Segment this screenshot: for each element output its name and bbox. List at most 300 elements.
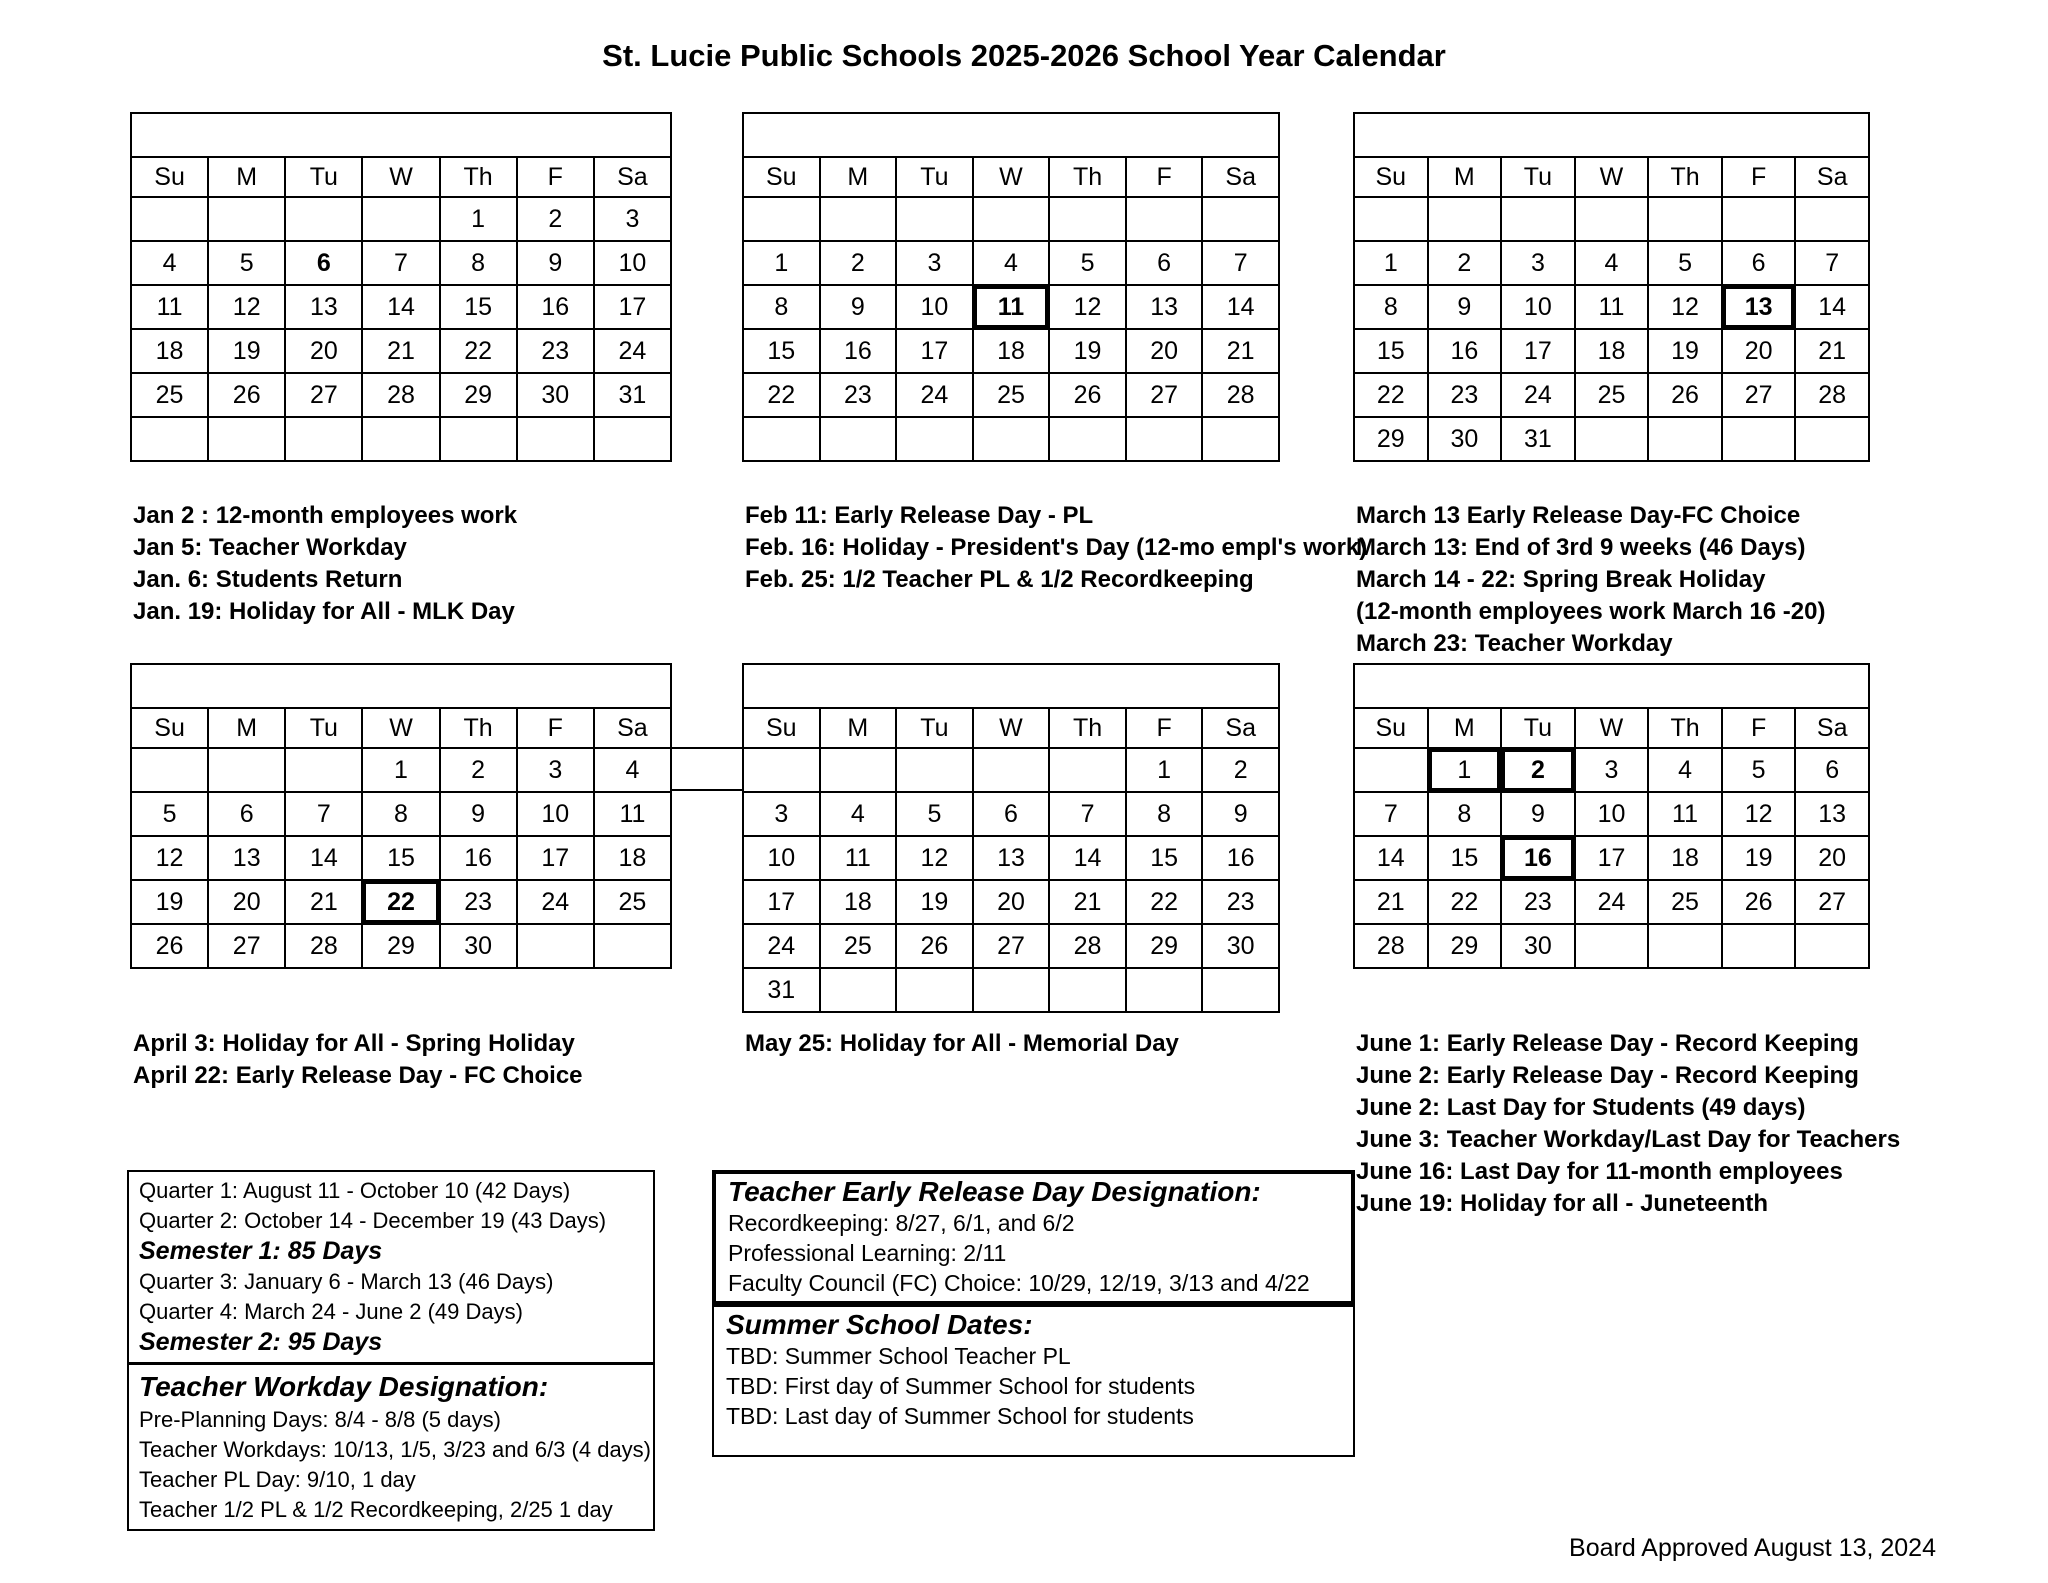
day-cell: 11 <box>131 285 208 329</box>
day-cell: 5 <box>1722 748 1796 792</box>
day-cell: 27 <box>285 373 362 417</box>
day-cell: 28 <box>1049 924 1126 968</box>
day-cell: 29 <box>440 373 517 417</box>
early-release-designation-box <box>712 1170 1355 1305</box>
empty-cell <box>362 197 439 241</box>
day-cell: 22 <box>1354 373 1428 417</box>
empty-cell <box>1575 417 1649 461</box>
empty-cell <box>594 924 671 968</box>
day-cell: 11 <box>594 792 671 836</box>
month-header-april <box>131 664 671 708</box>
weekday-header: Su <box>1354 708 1428 748</box>
weekday-header: M <box>1428 708 1502 748</box>
calendar-note: April 22: Early Release Day - FC Choice <box>133 1062 583 1089</box>
day-cell: 10 <box>1501 285 1575 329</box>
notes-march <box>1356 500 1825 660</box>
empty-cell <box>973 748 1050 792</box>
calendar-note: March 14 - 22: Spring Break Holiday <box>1356 566 1766 593</box>
page-title: St. Lucie Public Schools 2025-2026 School Year Calendar <box>602 38 1446 73</box>
month-title: February, 2026 <box>756 119 945 150</box>
day-cell: 6 <box>973 792 1050 836</box>
day-cell: 25 <box>1575 373 1649 417</box>
day-cell: 13 <box>1722 285 1796 329</box>
day-cell: 21 <box>1049 880 1126 924</box>
empty-cell <box>362 417 439 461</box>
empty-cell <box>896 197 973 241</box>
weekday-header: Su <box>131 157 208 197</box>
weekday-header: Tu <box>1501 708 1575 748</box>
notes-february <box>745 500 1367 596</box>
day-cell: 25 <box>594 880 671 924</box>
day-cell: 16 <box>1501 836 1575 880</box>
day-cell: 30 <box>1501 924 1575 968</box>
weekday-header: Tu <box>896 708 973 748</box>
day-cell: 5 <box>208 241 285 285</box>
empty-cell <box>131 748 208 792</box>
day-cell: 17 <box>1501 329 1575 373</box>
day-cell: 24 <box>1575 880 1649 924</box>
day-cell: 20 <box>285 329 362 373</box>
day-cell: 15 <box>362 836 439 880</box>
day-cell: 31 <box>743 968 820 1012</box>
month-block-april <box>130 663 672 969</box>
day-cell: 15 <box>743 329 820 373</box>
day-cell: 24 <box>1501 373 1575 417</box>
day-cell: 4 <box>1575 241 1649 285</box>
day-cell: 24 <box>517 880 594 924</box>
absent-cell <box>1202 968 1279 1012</box>
weekday-header: W <box>362 708 439 748</box>
info-line: Quarter 1: August 11 - October 10 (42 Days) <box>139 1178 571 1203</box>
info-line: Quarter 4: March 24 - June 2 (49 Days) <box>139 1299 523 1324</box>
month-header-june <box>1354 664 1869 708</box>
day-cell: 3 <box>594 197 671 241</box>
day-cell: 4 <box>820 792 897 836</box>
absent-cell <box>896 968 973 1012</box>
calendar-note: Jan. 6: Students Return <box>133 566 403 593</box>
notes-june <box>1356 1028 1900 1220</box>
calendar-note: Jan 5: Teacher Workday <box>133 534 407 561</box>
day-cell: 12 <box>1648 285 1722 329</box>
weekday-header: F <box>1126 708 1203 748</box>
day-cell: 30 <box>517 373 594 417</box>
day-cell: 23 <box>820 373 897 417</box>
month-block-may <box>742 663 1280 1013</box>
empty-cell <box>820 417 897 461</box>
day-cell: 21 <box>1202 329 1279 373</box>
day-cell: 13 <box>285 285 362 329</box>
day-cell: 11 <box>973 285 1050 329</box>
month-title: March, 2026 <box>1367 119 1522 150</box>
day-cell: 29 <box>1126 924 1203 968</box>
day-cell: 22 <box>440 329 517 373</box>
day-cell: 25 <box>1648 880 1722 924</box>
day-cell: 3 <box>517 748 594 792</box>
info-line: Quarter 2: October 14 - December 19 (43 Days) <box>139 1208 607 1233</box>
day-cell: 20 <box>1795 836 1869 880</box>
weekday-header: Sa <box>594 157 671 197</box>
calendar-table-february <box>742 112 1280 462</box>
calendar-note: June 19: Holiday for all - Juneteenth <box>1356 1190 1769 1217</box>
day-cell: 7 <box>362 241 439 285</box>
month-title: January, 2026 <box>144 119 321 150</box>
day-cell: 16 <box>1428 329 1502 373</box>
empty-cell <box>1126 417 1203 461</box>
empty-cell <box>1126 197 1203 241</box>
empty-cell <box>285 417 362 461</box>
info-line: TBD: Last day of Summer School for students <box>726 1403 1194 1429</box>
month-workday-count: 16 <box>1830 121 1856 148</box>
month-block-february <box>742 112 1280 462</box>
day-cell: 6 <box>1722 241 1796 285</box>
day-cell: 23 <box>440 880 517 924</box>
day-cell: 10 <box>517 792 594 836</box>
day-cell: 7 <box>1202 241 1279 285</box>
day-cell: 27 <box>1795 880 1869 924</box>
day-cell: 8 <box>1428 792 1502 836</box>
month-title: April, 2026 <box>144 670 281 701</box>
day-cell: 21 <box>285 880 362 924</box>
weekday-header: F <box>1722 708 1796 748</box>
day-cell: 17 <box>594 285 671 329</box>
day-cell: 20 <box>1722 329 1796 373</box>
day-cell: 25 <box>973 373 1050 417</box>
day-cell: 16 <box>820 329 897 373</box>
empty-cell <box>896 417 973 461</box>
day-cell: 11 <box>820 836 897 880</box>
day-cell: 26 <box>131 924 208 968</box>
day-cell: 26 <box>896 924 973 968</box>
day-cell: 10 <box>1575 792 1649 836</box>
month-header-may <box>743 664 1279 708</box>
day-cell: 13 <box>1126 285 1203 329</box>
empty-cell <box>285 748 362 792</box>
day-cell: 23 <box>517 329 594 373</box>
calendar-note: Jan. 19: Holiday for All - MLK Day <box>133 598 515 625</box>
info-line: Semester 2: 95 Days <box>139 1328 383 1356</box>
weekday-header: Sa <box>1795 708 1869 748</box>
calendar-note: June 1: Early Release Day - Record Keeping <box>1356 1030 1859 1057</box>
day-cell: 4 <box>594 748 671 792</box>
day-cell: 26 <box>1648 373 1722 417</box>
weekday-header: F <box>517 708 594 748</box>
empty-cell <box>1428 197 1502 241</box>
day-cell: 18 <box>131 329 208 373</box>
day-cell: 1 <box>362 748 439 792</box>
calendar-note: Jan 2 : 12-month employees work <box>133 502 518 529</box>
day-cell: 19 <box>1049 329 1126 373</box>
day-cell: 14 <box>1354 836 1428 880</box>
day-cell: 5 <box>1049 241 1126 285</box>
day-cell: 19 <box>1722 836 1796 880</box>
day-cell: 26 <box>208 373 285 417</box>
weekday-header: W <box>362 157 439 197</box>
day-cell: 9 <box>517 241 594 285</box>
weekday-header: Th <box>1648 157 1722 197</box>
day-cell: 27 <box>208 924 285 968</box>
day-cell: 6 <box>1795 748 1869 792</box>
day-cell: 21 <box>1354 880 1428 924</box>
day-cell: 4 <box>1648 748 1722 792</box>
day-cell: 9 <box>440 792 517 836</box>
weekday-header: Th <box>1648 708 1722 748</box>
weekday-header: Tu <box>285 157 362 197</box>
weekday-header: Sa <box>1202 157 1279 197</box>
day-cell: 12 <box>208 285 285 329</box>
day-cell: 10 <box>896 285 973 329</box>
day-cell: 3 <box>743 792 820 836</box>
weekday-header: Th <box>1049 708 1126 748</box>
month-header-march <box>1354 113 1869 157</box>
calendar-table-march <box>1353 112 1870 462</box>
empty-cell <box>285 197 362 241</box>
day-cell: 28 <box>1354 924 1428 968</box>
day-cell: 30 <box>1428 417 1502 461</box>
day-cell: 18 <box>1575 329 1649 373</box>
month-block-june <box>1353 663 1870 969</box>
calendar-note: March 13: End of 3rd 9 weeks (46 Days) <box>1356 534 1806 561</box>
month-workday-count: 18 <box>632 121 658 148</box>
info-line: Teacher 1/2 PL & 1/2 Recordkeeping, 2/25 1 day <box>139 1497 613 1522</box>
day-cell: 7 <box>1049 792 1126 836</box>
day-cell: 5 <box>1648 241 1722 285</box>
day-cell: 17 <box>743 880 820 924</box>
info-line: TBD: Summer School Teacher PL <box>726 1343 1071 1369</box>
empty-cell <box>743 748 820 792</box>
weekday-header: Sa <box>594 708 671 748</box>
day-cell: 30 <box>1202 924 1279 968</box>
calendar-note: June 2: Last Day for Students (49 days) <box>1356 1094 1806 1121</box>
weekday-header: Su <box>743 708 820 748</box>
day-cell: 29 <box>1428 924 1502 968</box>
day-cell: 5 <box>896 792 973 836</box>
day-cell: 21 <box>362 329 439 373</box>
day-cell: 2 <box>517 197 594 241</box>
day-cell: 1 <box>1126 748 1203 792</box>
day-cell: 10 <box>594 241 671 285</box>
day-cell: 15 <box>1126 836 1203 880</box>
day-cell: 27 <box>1126 373 1203 417</box>
day-cell: 31 <box>1501 417 1575 461</box>
month-workday-count: 18 <box>1240 121 1266 148</box>
day-cell: 3 <box>896 241 973 285</box>
empty-cell <box>1795 924 1869 968</box>
info-line: Semester 1: 85 Days <box>139 1237 383 1265</box>
weekday-header: M <box>208 157 285 197</box>
empty-cell <box>208 197 285 241</box>
day-cell: 30 <box>440 924 517 968</box>
weekday-header: M <box>820 157 897 197</box>
empty-cell <box>517 924 594 968</box>
month-title: June, 2026 <box>1367 670 1506 701</box>
absent-cell <box>1049 968 1126 1012</box>
day-cell: 14 <box>1049 836 1126 880</box>
day-cell: 6 <box>208 792 285 836</box>
day-cell: 9 <box>1501 792 1575 836</box>
day-cell: 19 <box>896 880 973 924</box>
calendar-note: May 25: Holiday for All - Memorial Day <box>745 1030 1179 1057</box>
quarters-and-workday-box <box>127 1170 655 1531</box>
day-cell: 9 <box>820 285 897 329</box>
day-cell: 9 <box>1202 792 1279 836</box>
day-cell: 16 <box>440 836 517 880</box>
day-cell: 13 <box>208 836 285 880</box>
weekday-header: Sa <box>1202 708 1279 748</box>
empty-cell <box>1202 197 1279 241</box>
day-cell: 14 <box>362 285 439 329</box>
day-cell: 29 <box>362 924 439 968</box>
day-cell: 12 <box>1049 285 1126 329</box>
day-cell: 19 <box>131 880 208 924</box>
day-cell: 7 <box>1354 792 1428 836</box>
weekday-header: Th <box>1049 157 1126 197</box>
day-cell: 8 <box>362 792 439 836</box>
empty-cell <box>896 748 973 792</box>
day-cell: 13 <box>973 836 1050 880</box>
day-cell: 25 <box>820 924 897 968</box>
month-title: May, 2026 <box>756 670 882 701</box>
empty-cell <box>1648 417 1722 461</box>
day-cell: 28 <box>285 924 362 968</box>
calendar-note: Feb. 16: Holiday - President's Day (12-mo empl's work) <box>745 534 1368 561</box>
empty-cell <box>973 417 1050 461</box>
empty-cell <box>820 197 897 241</box>
day-cell: 2 <box>1501 748 1575 792</box>
day-cell: 4 <box>131 241 208 285</box>
day-cell: 18 <box>1648 836 1722 880</box>
empty-cell <box>1648 924 1722 968</box>
day-cell: 16 <box>517 285 594 329</box>
calendar-note: Feb 11: Early Release Day - PL <box>745 502 1094 529</box>
day-cell: 3 <box>1501 241 1575 285</box>
calendar-note: June 3: Teacher Workday/Last Day for Teachers <box>1356 1126 1901 1153</box>
weekday-header: W <box>1575 157 1649 197</box>
quarters-section <box>129 1172 653 1362</box>
weekday-header: Tu <box>285 708 362 748</box>
weekday-header: M <box>1428 157 1502 197</box>
empty-cell <box>1722 197 1796 241</box>
weekday-header: Su <box>131 708 208 748</box>
empty-cell <box>1722 417 1796 461</box>
day-cell: 23 <box>1202 880 1279 924</box>
day-cell: 4 <box>973 241 1050 285</box>
day-cell: 10 <box>743 836 820 880</box>
absent-cell <box>820 968 897 1012</box>
day-cell: 16 <box>1202 836 1279 880</box>
calendar-note: March 13 Early Release Day-FC Choice <box>1356 502 1801 529</box>
calendar-table-may <box>742 663 1280 1013</box>
empty-cell <box>1501 197 1575 241</box>
month-block-january <box>130 112 672 462</box>
empty-cell <box>131 197 208 241</box>
calendar-table-january <box>130 112 672 462</box>
month-header-january <box>131 113 671 157</box>
day-cell: 27 <box>973 924 1050 968</box>
day-cell: 14 <box>1795 285 1869 329</box>
day-cell: 28 <box>362 373 439 417</box>
empty-cell <box>594 417 671 461</box>
empty-cell <box>1795 417 1869 461</box>
day-cell: 15 <box>440 285 517 329</box>
day-cell: 11 <box>1648 792 1722 836</box>
empty-cell <box>743 417 820 461</box>
weekday-header: W <box>973 708 1050 748</box>
table-connector-line <box>672 747 742 791</box>
day-cell: 2 <box>1428 241 1502 285</box>
empty-cell <box>1049 197 1126 241</box>
info-line: Teacher Workdays: 10/13, 1/5, 3/23 and 6/3 (4 days) <box>139 1437 652 1462</box>
info-line: Faculty Council (FC) Choice: 10/29, 12/19, 3/13 and 4/22 <box>728 1270 1310 1296</box>
empty-cell <box>1202 417 1279 461</box>
empty-cell <box>517 417 594 461</box>
day-cell: 5 <box>131 792 208 836</box>
weekday-header: F <box>1126 157 1203 197</box>
day-cell: 23 <box>1428 373 1502 417</box>
day-cell: 28 <box>1202 373 1279 417</box>
day-cell: 24 <box>743 924 820 968</box>
day-cell: 6 <box>285 241 362 285</box>
weekday-header: Th <box>440 157 517 197</box>
day-cell: 19 <box>1648 329 1722 373</box>
notes-april <box>133 1028 583 1092</box>
calendar-note: June 2: Early Release Day - Record Keeping <box>1356 1062 1859 1089</box>
day-cell: 22 <box>1126 880 1203 924</box>
empty-cell <box>1049 417 1126 461</box>
weekday-header: Su <box>743 157 820 197</box>
info-box-heading: Summer School Dates: <box>726 1309 1033 1340</box>
day-cell: 17 <box>517 836 594 880</box>
info-line: Pre-Planning Days: 8/4 - 8/8 (5 days) <box>139 1407 501 1432</box>
empty-cell <box>208 748 285 792</box>
day-cell: 26 <box>1722 880 1796 924</box>
empty-cell <box>208 417 285 461</box>
calendar-note: April 3: Holiday for All - Spring Holiday <box>133 1030 575 1057</box>
day-cell: 22 <box>362 880 439 924</box>
board-approved-note: Board Approved August 13, 2024 <box>1569 1534 1936 1562</box>
day-cell: 17 <box>1575 836 1649 880</box>
info-box-heading: Teacher Early Release Day Designation: <box>728 1176 1261 1207</box>
absent-cell <box>1126 968 1203 1012</box>
empty-cell <box>1722 924 1796 968</box>
teacher-workday-section <box>129 1365 653 1529</box>
calendar-note: Feb. 25: 1/2 Teacher PL & 1/2 Recordkeeping <box>745 566 1254 593</box>
empty-cell <box>1795 197 1869 241</box>
day-cell: 14 <box>1202 285 1279 329</box>
day-cell: 7 <box>1795 241 1869 285</box>
calendar-table-april <box>130 663 672 969</box>
info-line: TBD: First day of Summer School for students <box>726 1373 1196 1399</box>
calendar-note: (12-month employees work March 16 -20) <box>1356 598 1826 625</box>
day-cell: 14 <box>285 836 362 880</box>
empty-cell <box>1648 197 1722 241</box>
day-cell: 28 <box>1795 373 1869 417</box>
day-cell: 11 <box>1575 285 1649 329</box>
day-cell: 8 <box>1354 285 1428 329</box>
weekday-header: Su <box>1354 157 1428 197</box>
day-cell: 18 <box>973 329 1050 373</box>
calendar-note: March 23: Teacher Workday <box>1356 630 1673 657</box>
day-cell: 22 <box>743 373 820 417</box>
weekday-header: M <box>820 708 897 748</box>
day-cell: 1 <box>743 241 820 285</box>
day-cell: 20 <box>208 880 285 924</box>
weekday-header: Tu <box>896 157 973 197</box>
day-cell: 9 <box>1428 285 1502 329</box>
info-line: Professional Learning: 2/11 <box>728 1240 1007 1266</box>
day-cell: 2 <box>820 241 897 285</box>
day-cell: 23 <box>1501 880 1575 924</box>
day-cell: 12 <box>1722 792 1796 836</box>
